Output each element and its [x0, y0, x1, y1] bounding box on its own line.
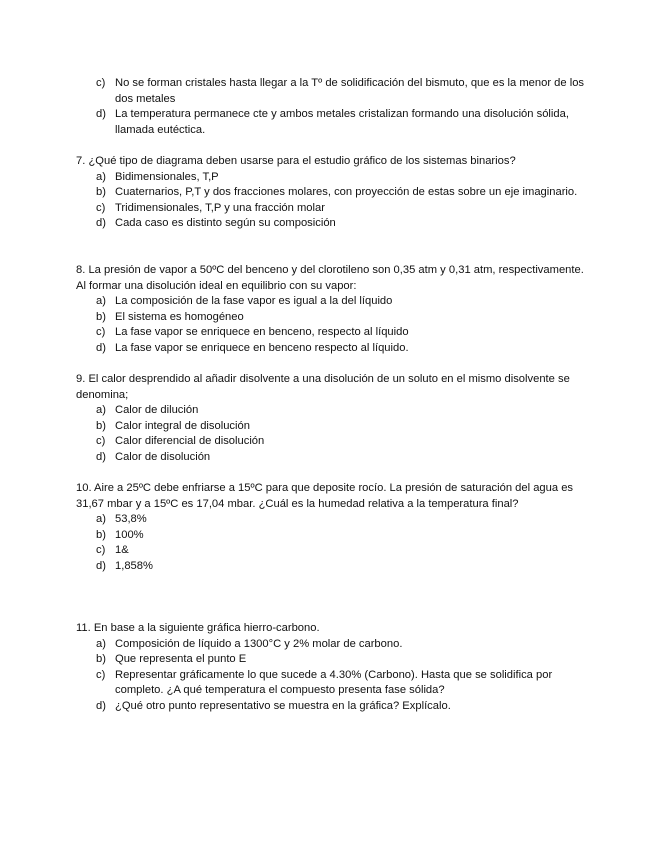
option-c: c) No se forman cristales hasta llegar a la Tº de solidificación del bismuto, que es la menor de los dos metales	[96, 77, 585, 105]
option-text: ¿Qué otro punto representativo se muestra en la gráfica? Explícalo.	[115, 699, 451, 712]
option-text: Calor diferencial de disolución	[115, 435, 265, 448]
option-text: Calor integral de disolución	[115, 419, 250, 432]
question-text: 11. En base a la siguiente gráfica hierro-carbono.	[76, 622, 320, 634]
option-d: d) 1,858%	[96, 559, 153, 572]
question-text: 8. La presión de vapor a 50ºC del benceno y del clorotileno son 0,35 atm y 0,31 atm, respectivamente. Al formar una disolución ideal en equilibrio con su vapor:	[76, 264, 584, 292]
option-text: Calor de disolución	[115, 450, 211, 463]
question-9	[76, 372, 586, 466]
question-text: 7. ¿Qué tipo de diagrama deben usarse para el estudio gráfico de los sistemas binarios?	[76, 155, 516, 167]
option-c: c) 1&	[96, 544, 129, 557]
option-d: d) Calor de disolución	[96, 450, 211, 463]
option-d: d) ¿Qué otro punto representativo se muestra en la gráfica? Explícalo.	[96, 699, 451, 712]
option-c: c) Calor diferencial de disolución	[96, 435, 265, 448]
option-text: La composición de la fase vapor es igual a la del líquido	[115, 295, 393, 308]
option-text: La temperatura permanece cte y ambos metales cristalizan formando una disolución sólida, llamada eutéctica.	[115, 108, 569, 136]
option-text: Composición de líquido a 1300°C y 2% molar de carbono.	[115, 637, 403, 650]
option-a: a) 53,8%	[96, 513, 147, 526]
option-a: a) Calor de dilución	[96, 404, 199, 417]
option-b: b) 100%	[96, 528, 144, 541]
question-8	[76, 263, 586, 357]
option-d: d) La fase vapor se enriquece en benceno respecto al líquido.	[96, 341, 409, 354]
question-10	[76, 481, 586, 575]
option-text: Cada caso es distinto según su composición	[115, 217, 336, 230]
option-text: Calor de dilución	[115, 404, 199, 417]
option-a: a) Bidimensionales, T,P	[96, 170, 219, 183]
question-6-continuation	[76, 76, 586, 138]
option-text: El sistema es homogéneo	[115, 310, 244, 323]
option-text: 53,8%	[115, 513, 147, 526]
option-b: b) El sistema es homogéneo	[96, 310, 244, 323]
option-a: a) La composición de la fase vapor es igual a la del líquido	[96, 295, 393, 308]
question-7	[76, 154, 586, 232]
option-text: 1,858%	[115, 559, 153, 572]
option-c: c) Tridimensionales, T,P y una fracción molar	[96, 201, 325, 214]
question-text: 10. Aire a 25ºC debe enfriarse a 15ºC para que deposite rocío. La presión de saturación del agua es 31,67 mbar y a 15ºC es 17,04 mbar. ¿Cuál es la humedad relativa a la temperatura final?	[76, 482, 574, 510]
question-text: 9. El calor desprendido al añadir disolvente a una disolución de un soluto en el mismo disolvente se denomina;	[76, 373, 570, 401]
option-c: c) Representar gráficamente lo que sucede a 4.30% (Carbono). Hasta que se solidifica por completo. ¿A qué temperatura el compuesto presenta fase sólida?	[96, 668, 553, 697]
option-text: Tridimensionales, T,P y una fracción molar	[115, 201, 325, 214]
option-d: d) La temperatura permanece cte y ambos metales cristalizan formando una disolución sólida, llamada eutéctica.	[96, 108, 569, 136]
option-text: Cuaternarios, P,T y dos fracciones molares, con proyección de estas sobre un eje imaginario.	[115, 186, 578, 199]
option-c: c) La fase vapor se enriquece en benceno, respecto al líquido	[96, 326, 409, 339]
option-a: a) Composición de líquido a 1300°C y 2% molar de carbono.	[96, 637, 403, 650]
option-text: No se forman cristales hasta llegar a la Tº de solidificación del bismuto, que es la menor de los dos metales	[115, 77, 585, 105]
option-text: Bidimensionales, T,P	[115, 170, 219, 183]
option-text: Que representa el punto E	[115, 653, 247, 666]
option-text: La fase vapor se enriquece en benceno respecto al líquido.	[115, 341, 409, 354]
option-text: 1&	[115, 544, 129, 557]
question-11	[76, 621, 586, 715]
option-b: b) Que representa el punto E	[96, 653, 247, 666]
option-text: La fase vapor se enriquece en benceno, respecto al líquido	[115, 326, 409, 339]
option-text: Representar gráficamente lo que sucede a 4.30% (Carbono). Hasta que se solidifica por completo. ¿A qué temperatura el compuesto presenta fase sólida?	[115, 668, 553, 697]
option-b: b) Calor integral de disolución	[96, 419, 250, 432]
option-d: d) Cada caso es distinto según su composición	[96, 217, 336, 230]
option-b: b) Cuaternarios, P,T y dos fracciones molares, con proyección de estas sobre un eje imaginario.	[96, 186, 578, 199]
option-text: 100%	[115, 528, 144, 541]
